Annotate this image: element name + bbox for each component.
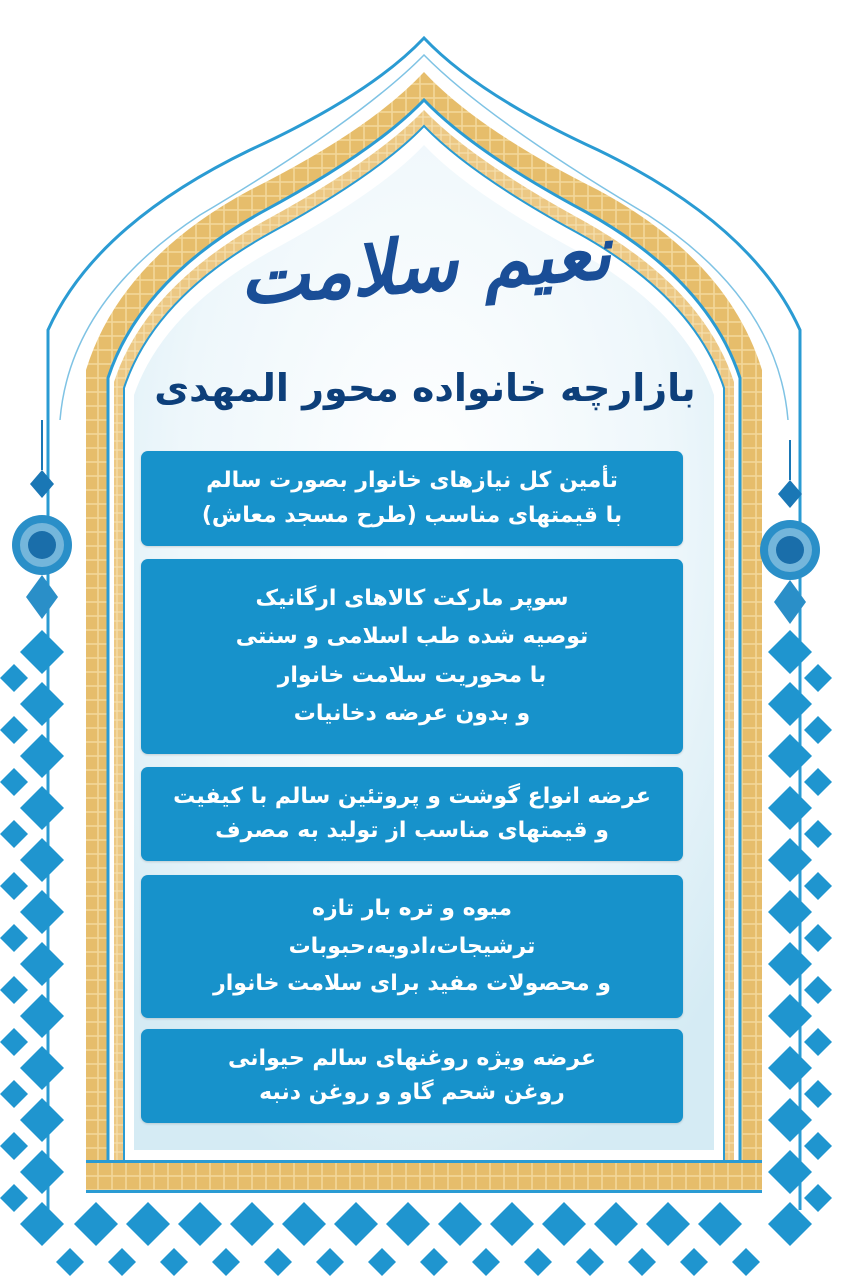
right-ornament bbox=[760, 440, 820, 624]
diamond-tile-icon bbox=[768, 942, 812, 986]
diamond-tile-icon bbox=[0, 768, 28, 796]
subtitle: بازارچه خانواده محور المهدی bbox=[154, 366, 696, 410]
diamond-tile-icon bbox=[0, 1080, 28, 1108]
diamond-tile-icon bbox=[386, 1202, 430, 1246]
card-line: عرضه ویژه روغنهای سالم حیوانی bbox=[228, 1045, 596, 1071]
diamond-tile-icon bbox=[804, 716, 832, 744]
diamond-tile-icon bbox=[804, 872, 832, 900]
card-line: روغن شحم گاو و روغن دنبه bbox=[259, 1080, 565, 1105]
diamond-tile-icon bbox=[0, 1132, 28, 1160]
diamond-tile-icon bbox=[472, 1248, 500, 1276]
diamond-tile-icon bbox=[282, 1202, 326, 1246]
diamond-tile-icon bbox=[768, 1202, 812, 1246]
diamond-tile-icon bbox=[20, 630, 64, 674]
card-line: با محوریت سلامت خانوار bbox=[277, 662, 547, 688]
diamond-tile-icon bbox=[768, 1098, 812, 1142]
left-ornament bbox=[12, 420, 72, 619]
diamond-tile-icon bbox=[20, 838, 64, 882]
diamond-tile-icon bbox=[804, 924, 832, 952]
diamond-tile-icon bbox=[264, 1248, 292, 1276]
diamond-tile-icon bbox=[0, 924, 28, 952]
diamond-tile-icon bbox=[542, 1202, 586, 1246]
diamond-tile-icon bbox=[628, 1248, 656, 1276]
card-line: و قیمتهای مناسب از تولید به مصرف bbox=[215, 818, 609, 843]
diamond-tile-icon bbox=[20, 682, 64, 726]
bottom-gold-strip bbox=[86, 1162, 762, 1192]
diamond-tile-icon bbox=[804, 768, 832, 796]
diamond-tile-icon bbox=[56, 1248, 84, 1276]
diamond-tile-icon bbox=[804, 1184, 832, 1212]
diamond-tile-icon bbox=[768, 786, 812, 830]
diamond-tile-icon bbox=[0, 664, 28, 692]
diamond-tile-icon bbox=[804, 1028, 832, 1056]
diamond-tile-icon bbox=[420, 1248, 448, 1276]
card-line: سوپر مارکت کالاهای ارگانیک bbox=[255, 585, 569, 611]
info-card-oils bbox=[141, 1029, 683, 1123]
card-line: و محصولات مفید برای سلامت خانوار bbox=[213, 971, 611, 997]
card-line: و بدون عرضه دخانیات bbox=[293, 701, 531, 726]
diamond-tile-icon bbox=[20, 890, 64, 934]
card-line: ترشیجات،ادویه،حبوبات bbox=[288, 933, 536, 959]
diamond-tile-icon bbox=[490, 1202, 534, 1246]
diamond-tile-icon bbox=[646, 1202, 690, 1246]
diamond-tile-icon bbox=[178, 1202, 222, 1246]
diamond-tile-icon bbox=[698, 1202, 742, 1246]
card-line: عرضه انواع گوشت و پروتئین سالم با کیفیت bbox=[173, 783, 651, 809]
diamond-tile-icon bbox=[804, 664, 832, 692]
diamond-tile-icon bbox=[594, 1202, 638, 1246]
diamond-tile-icon bbox=[768, 890, 812, 934]
diamond-tile-icon bbox=[0, 872, 28, 900]
diamond-tile-icon bbox=[0, 820, 28, 848]
diamond-tile-icon bbox=[368, 1248, 396, 1276]
diamond-tile-icon bbox=[804, 1132, 832, 1160]
diamond-tile-icon bbox=[768, 994, 812, 1038]
calligraphy-title: نعیم سلامت bbox=[236, 210, 614, 322]
diamond-tile-icon bbox=[768, 1150, 812, 1194]
diamond-tile-icon bbox=[20, 1046, 64, 1090]
diamond-tile-icon bbox=[20, 994, 64, 1038]
card-line: میوه و تره بار تازه bbox=[312, 896, 512, 922]
diamond-tile-icon bbox=[316, 1248, 344, 1276]
diamond-tile-icon bbox=[804, 820, 832, 848]
info-card-supermarket bbox=[141, 559, 683, 754]
diamond-tile-icon bbox=[524, 1248, 552, 1276]
diamond-tile-icon bbox=[0, 716, 28, 744]
diamond-tile-icon bbox=[768, 630, 812, 674]
diamond-tile-icon bbox=[160, 1248, 188, 1276]
diamond-tile-icon bbox=[334, 1202, 378, 1246]
diamond-tile-icon bbox=[212, 1248, 240, 1276]
diamond-tile-icon bbox=[768, 838, 812, 882]
info-card-meat bbox=[141, 767, 683, 861]
diamond-tile-icon bbox=[20, 1098, 64, 1142]
info-card-produce bbox=[141, 875, 683, 1018]
diamond-tile-icon bbox=[438, 1202, 482, 1246]
diamond-tile-icon bbox=[0, 976, 28, 1004]
diamond-tile-icon bbox=[20, 1202, 64, 1246]
diamond-tile-icon bbox=[108, 1248, 136, 1276]
diamond-tile-icon bbox=[20, 786, 64, 830]
diamond-tile-icon bbox=[804, 1080, 832, 1108]
diamond-tile-icon bbox=[20, 734, 64, 778]
diamond-tile-icon bbox=[0, 1028, 28, 1056]
diamond-tile-icon bbox=[230, 1202, 274, 1246]
diamond-tile-icon bbox=[804, 976, 832, 1004]
diamond-tile-icon bbox=[576, 1248, 604, 1276]
card-line: توصیه شده طب اسلامی و سنتی bbox=[235, 624, 589, 649]
card-line: با قیمتهای مناسب (طرح مسجد معاش) bbox=[201, 502, 623, 528]
diamond-tile-icon bbox=[768, 682, 812, 726]
diamond-tile-icon bbox=[732, 1248, 760, 1276]
diamond-tile-icon bbox=[680, 1248, 708, 1276]
diamond-tile-icon bbox=[126, 1202, 170, 1246]
diamond-tile-icon bbox=[20, 1150, 64, 1194]
diamond-tile-icon bbox=[20, 942, 64, 986]
info-card-supply bbox=[141, 451, 683, 546]
card-line: تأمین کل نیازهای خانوار بصورت سالم bbox=[206, 468, 618, 494]
diamond-tile-icon bbox=[74, 1202, 118, 1246]
diamond-tile-icon bbox=[0, 1184, 28, 1212]
diamond-tile-icon bbox=[768, 1046, 812, 1090]
diamond-tile-icon bbox=[768, 734, 812, 778]
